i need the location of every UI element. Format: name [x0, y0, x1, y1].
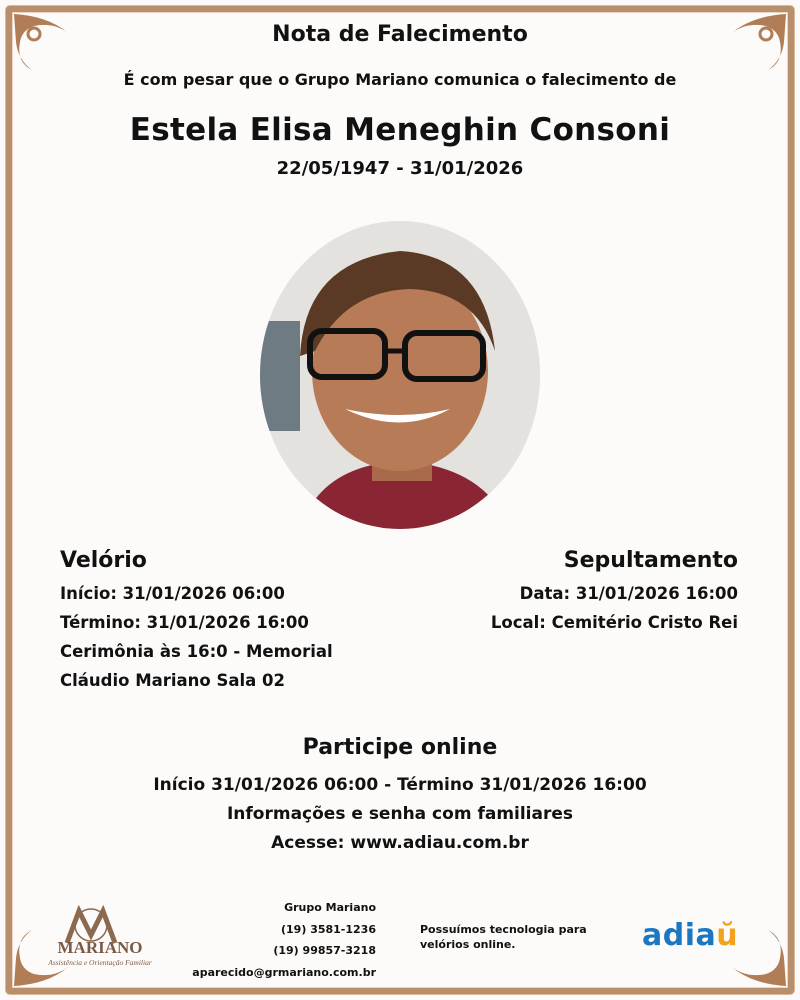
velorio-line: Cláudio Mariano Sala 02	[60, 671, 286, 690]
online-times: Início 31/01/2026 06:00 - Término 31/01/2026 16:00	[153, 775, 647, 795]
email-link[interactable]: aparecido@grmariano.com.br	[192, 965, 376, 979]
adiau-logo-text: adia	[642, 918, 717, 953]
velorio-line: Término: 31/01/2026 16:00	[60, 613, 309, 632]
online-heading: Participe online	[302, 735, 498, 760]
velorio-section	[60, 548, 333, 695]
velorio-heading: Velório	[60, 548, 147, 573]
sepultamento-line: Local: Cemitério Cristo Rei	[490, 613, 738, 632]
sepultamento-heading: Sepultamento	[563, 548, 738, 573]
company-name: Grupo Mariano	[284, 901, 376, 914]
adiau-logo	[642, 918, 738, 953]
announcement-subtitle: É com pesar que o Grupo Mariano comunica o falecimento de	[123, 70, 677, 89]
portrait-photo	[260, 221, 540, 529]
logo-text: MARIANO	[57, 938, 143, 957]
contact-block	[160, 897, 376, 983]
logo-tagline: Assistência e Orientação Familiar	[48, 958, 152, 967]
life-dates: 22/05/1947 - 31/01/2026	[276, 158, 524, 179]
mariano-logo	[45, 905, 155, 971]
deceased-name: Estela Elisa Meneghin Consoni	[129, 112, 671, 148]
online-access-link[interactable]: Acesse: www.adiau.com.br	[271, 833, 529, 853]
sepultamento-section	[491, 548, 738, 637]
phone-number[interactable]: (19) 3581-1236	[281, 922, 376, 936]
online-info: Informações e senha com familiares	[226, 804, 574, 824]
velorio-line: Cerimônia às 16:0 - Memorial	[60, 642, 333, 661]
sepultamento-line: Data: 31/01/2026 16:00	[519, 584, 738, 603]
mobile-number[interactable]: (19) 99857-3218	[273, 944, 376, 957]
adiau-logo-accent: ŭ	[716, 918, 739, 953]
velorio-line: Início: 31/01/2026 06:00	[60, 584, 285, 603]
page-title: Nota de Falecimento	[272, 22, 528, 47]
technology-note: Possuímos tecnologia para velórios online.	[420, 923, 587, 951]
